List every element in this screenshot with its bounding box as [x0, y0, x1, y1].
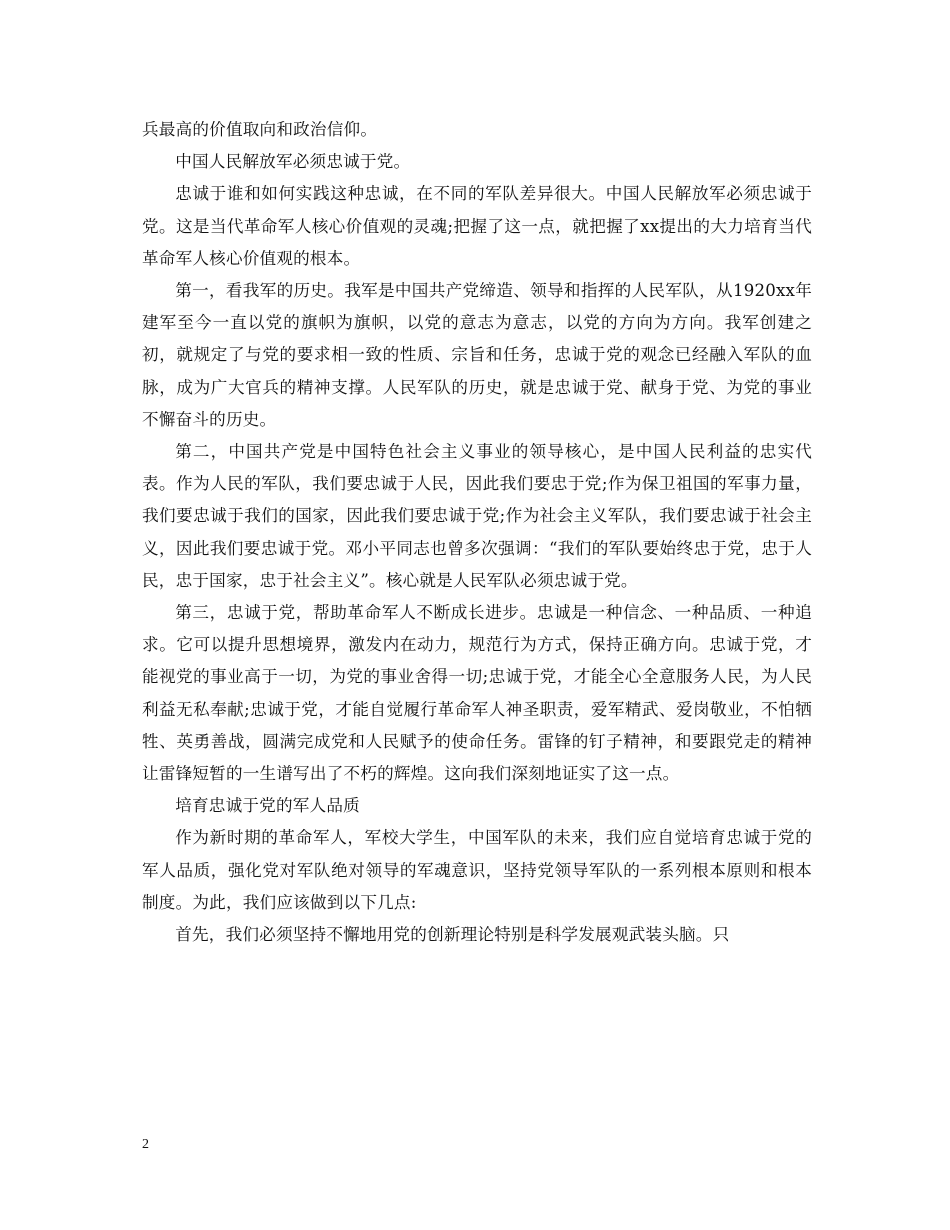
paragraph-8: 作为新时期的革命军人，军校大学生，中国军队的未来，我们应自觉培育忠诚于党的军人品质，强化党对军队绝对领导的军魂意识，坚持党领导军队的一系列根本原则和根本制度。为此，我们应该做到以下几点: [142, 828, 812, 912]
paragraph-5: 第二，中国共产党是中国特色社会主义事业的领导核心，是中国人民利益的忠实代表。作为人民的军队，我们要忠诚于人民，因此我们要忠于党;作为保卫祖国的军事力量，我们要忠诚于我们的国家，因此我们要忠诚于党;作为社会主义军队，我们要忠诚于社会主义，因此我们要忠诚于党。邓小平同志也曾多次强调：“我们的军队要始终忠于党，忠于人民，忠于国家，忠于社会主义”。核心就是人民军队必须忠诚于党。 [142, 442, 812, 590]
page-number: 2 [142, 1137, 149, 1152]
paragraph-6: 第三，忠诚于党，帮助革命军人不断成长进步。忠诚是一种信念、一种品质、一种追求。它可以提升思想境界，激发内在动力，规范行为方式，保持正确方向。忠诚于党，才能视党的事业高于一切，为党的事业舍得一切;忠诚于党，才能全心全意服务人民，为人民利益无私奉献;忠诚于党，才能自觉履行革命军人神圣职责，爱军精武、爱岗敬业，不怕牺牲、英勇善战，圆满完成党和人民赋予的使命任务。雷锋的钉子精神，和要跟党走的精神让雷锋短暂的一生谱写出了不朽的辉煌。这向我们深刻地证实了这一点。 [142, 603, 812, 784]
paragraph-4: 第一，看我军的历史。我军是中国共产党缔造、领导和指挥的人民军队，从1920xx年建军至今一直以党的旗帜为旗帜，以党的意志为意志，以党的方向为方向。我军创建之初，就规定了与党的要求相一致的性质、宗旨和任务，忠诚于党的观念已经融入军队的血脉，成为广大官兵的精神支撑。人民军队的历史，就是忠诚于党、献身于党、为党的事业不懈奋斗的历史。 [142, 281, 812, 429]
paragraph-2-heading: 中国人民解放军必须忠诚于党。 [175, 152, 411, 172]
paragraph-7-heading: 培育忠诚于党的军人品质 [175, 796, 360, 816]
paragraph-9: 首先，我们必须坚持不懈地用党的创新理论特别是科学发展观武装头脑。只 [175, 925, 730, 945]
paragraph-1: 兵最高的价值取向和政治信仰。 [142, 120, 378, 139]
document-body [142, 114, 812, 951]
paragraph-3: 忠诚于谁和如何实践这种忠诚，在不同的军队差异很大。中国人民解放军必须忠诚于党。这是当代革命军人核心价值观的灵魂;把握了这一点，就把握了xx提出的大力培育当代革命军人核心价值观的根本。 [142, 184, 812, 268]
